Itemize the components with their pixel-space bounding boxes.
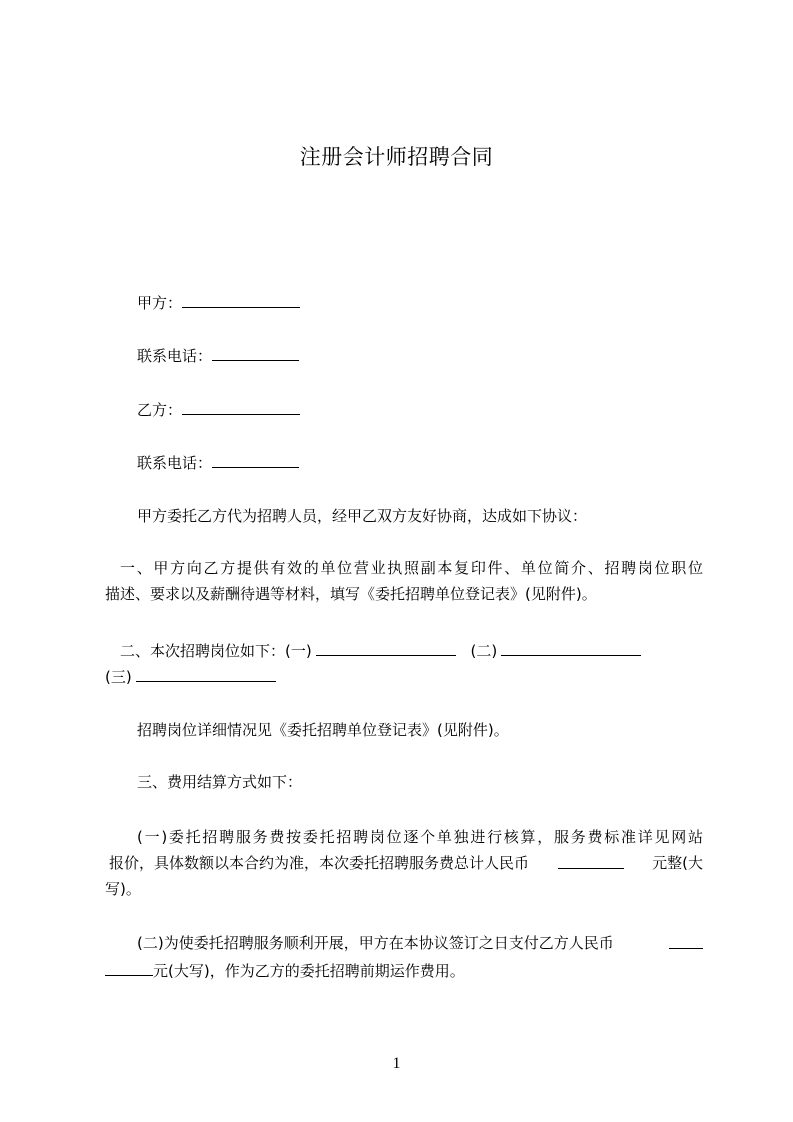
fee-2-text-b: 元(大写)，作为乙方的委托招聘前期运作费用。 xyxy=(153,962,465,980)
clause-2-line-2 xyxy=(105,666,705,687)
party-a-label: 甲方： xyxy=(137,294,183,312)
party-b-label: 乙方： xyxy=(137,401,183,419)
party-b-phone-line xyxy=(137,452,737,473)
party-a-line xyxy=(137,292,737,313)
fee-1-text-a: 报价，具体数额以本合约为准，本次委托招聘服务费总计人民币 xyxy=(109,854,530,872)
clause-2-line-1 xyxy=(120,640,720,661)
fee-1-line-1: (一)委托招聘服务费按委托招聘岗位逐个单独进行核算，服务费标准详见网站 xyxy=(137,828,703,846)
clause-2-prefix: 二、本次招聘岗位如下：(一) xyxy=(120,642,312,660)
party-a-phone-line xyxy=(137,345,737,366)
party-b-phone-label: 联系电话： xyxy=(137,454,213,472)
party-a-phone-label: 联系电话： xyxy=(137,347,213,365)
document-title: 注册会计师招聘合同 xyxy=(299,145,494,169)
party-a-phone-blank xyxy=(212,345,299,361)
position-3-blank xyxy=(136,666,276,682)
fee-2-line-2 xyxy=(105,960,705,981)
position-2-blank xyxy=(501,640,641,656)
party-b-line xyxy=(137,399,737,420)
party-a-blank xyxy=(182,292,300,308)
party-b-phone-blank xyxy=(212,452,299,468)
clause-2-item-3: (三) xyxy=(105,668,132,686)
intro-paragraph: 甲方委托乙方代为招聘人员，经甲乙双方友好协商，达成如下协议： xyxy=(137,507,588,525)
party-b-blank xyxy=(182,399,300,415)
clause-1-line-1: 一、甲方向乙方提供有效的单位营业执照副本复印件、单位简介、招聘岗位职位 xyxy=(120,559,703,577)
page-number: 1 xyxy=(392,1055,401,1072)
fee-2-amount-blank-end xyxy=(105,960,153,976)
fee-1-line-3: 写)。 xyxy=(105,880,141,898)
position-1-blank xyxy=(316,640,456,656)
fee-2-amount-blank-start xyxy=(669,933,703,949)
fee-1-amount-blank xyxy=(558,853,624,869)
fee-1-text-b: 元整(大 xyxy=(652,854,703,872)
fee-1-line-2 xyxy=(109,853,703,873)
clause-2-item-2: (二) xyxy=(470,642,498,660)
fee-2-text-a: (二)为使委托招聘服务顺利开展，甲方在本协议签订之日支付乙方人民币 xyxy=(137,934,614,952)
position-note: 招聘岗位详细情况见《委托招聘单位登记表》(见附件)。 xyxy=(137,721,509,739)
clause-1-line-2: 描述、要求以及薪酬待遇等材料，填写《委托招聘单位登记表》(见附件)。 xyxy=(105,585,597,603)
clause-3-heading: 三、费用结算方式如下： xyxy=(137,773,303,791)
fee-2-line-1 xyxy=(137,933,703,953)
